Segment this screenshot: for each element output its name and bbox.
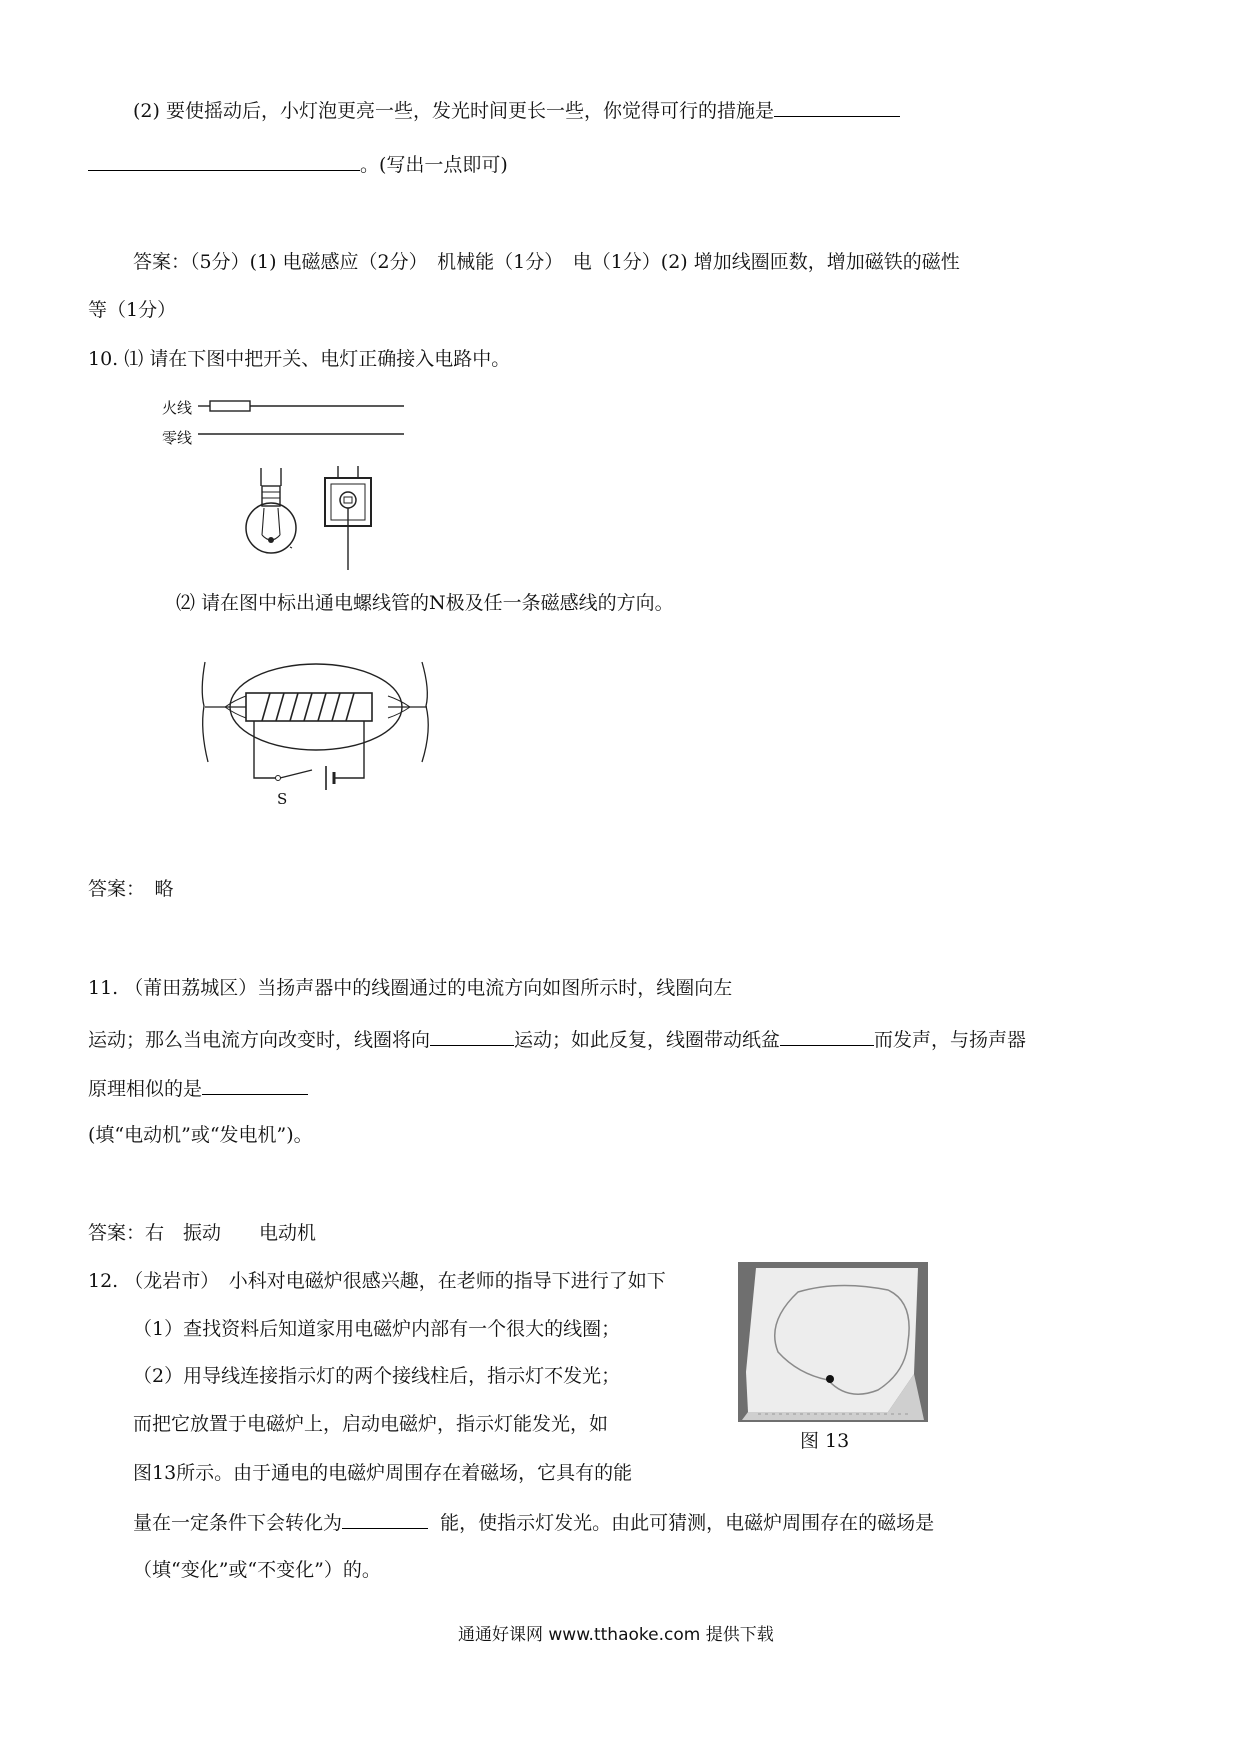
field-line-loop [230,664,402,750]
q12-line6 [133,1508,934,1536]
q11-line1: 11. （莆田荔城区）当扬声器中的线圈通过的电流方向如图所示时，线圈向左 [88,977,733,999]
q11-line2-b: 运动；如此反复，线圈带动纸盆 [514,1029,781,1051]
q12-line4: 而把它放置于电磁炉上，启动电磁炉，指示灯能发光，如 [133,1413,609,1435]
field-line-left [202,662,208,762]
q10-answer: 答案： 略 [88,878,174,900]
solenoid-coil [262,693,354,721]
page-footer: 通通好课网 www.tthaoke.com 提供下载 [458,1625,774,1645]
neutral-wire-label: 零线 [162,429,193,447]
q11-blank-vibration[interactable] [780,1025,874,1046]
q12-line1: 12. （龙岩市） 小科对电磁炉很感兴趣，在老师的指导下进行了如下 [88,1270,666,1292]
q11-line2-a: 运动；那么当电流方向改变时，线圈将向 [88,1029,431,1051]
q12-line6-a: 量在一定条件下会转化为 [133,1512,343,1534]
q12-item2: （2）用导线连接指示灯的两个接线柱后，指示灯不发光； [133,1365,621,1387]
q10-part2: ⑵ 请在图中标出通电螺线管的N极及任一条磁感线的方向。 [176,592,674,614]
q11-line3 [88,1074,308,1102]
q10-part1: 10. ⑴ 请在下图中把开关、电灯正确接入电路中。 [88,348,511,370]
q11-line4: (填“电动机”或“发电机”)。 [88,1124,313,1146]
switch-lever [280,770,312,778]
q11-line2 [88,1025,1026,1053]
q12-item1: （1）查找资料后知道家用电磁炉内部有一个很大的线圈； [133,1318,621,1340]
q11-blank-device[interactable] [202,1074,308,1095]
q11-blank-direction[interactable] [430,1025,514,1046]
q11-answer: 答案：右 振动 电动机 [88,1222,317,1244]
q9-answer-line2: 等（1分） [88,299,177,321]
q11-line3-text: 原理相似的是 [88,1078,203,1100]
switch-contact [276,776,281,781]
switch-s-label: S [277,790,288,808]
q9-part2-prefix: (2) 要使摇动后，小灯泡更亮一些，发光时间更长一些，你觉得可行的措施是 [133,100,774,122]
q11-line2-c: 而发声，与扬声器 [874,1029,1027,1051]
live-wire-label: 火线 [162,399,193,417]
field-line-right [422,662,428,762]
q12-line5: 图13所示。由于通电的电磁炉周围存在着磁场，它具有的能 [133,1462,633,1484]
q12-line6-b: 能，使指示灯发光。由此可猜测，电磁炉周围存在的磁场是 [440,1512,935,1534]
q9-part2-suffix: 。(写出一点即可) [360,154,508,176]
indicator-lamp [826,1375,834,1383]
figure-13-photo [738,1262,928,1422]
q9-answer-line1: 答案：（5分）(1) 电磁感应（2分） 机械能（1分） 电（1分）(2) 增加线圈匝数，增加磁铁的磁性 [133,251,960,273]
q12-blank-energy[interactable] [342,1508,428,1529]
figure-13-caption: 图 13 [800,1430,850,1452]
q12-line7: （填“变化”或“不变化”）的。 [133,1559,381,1581]
